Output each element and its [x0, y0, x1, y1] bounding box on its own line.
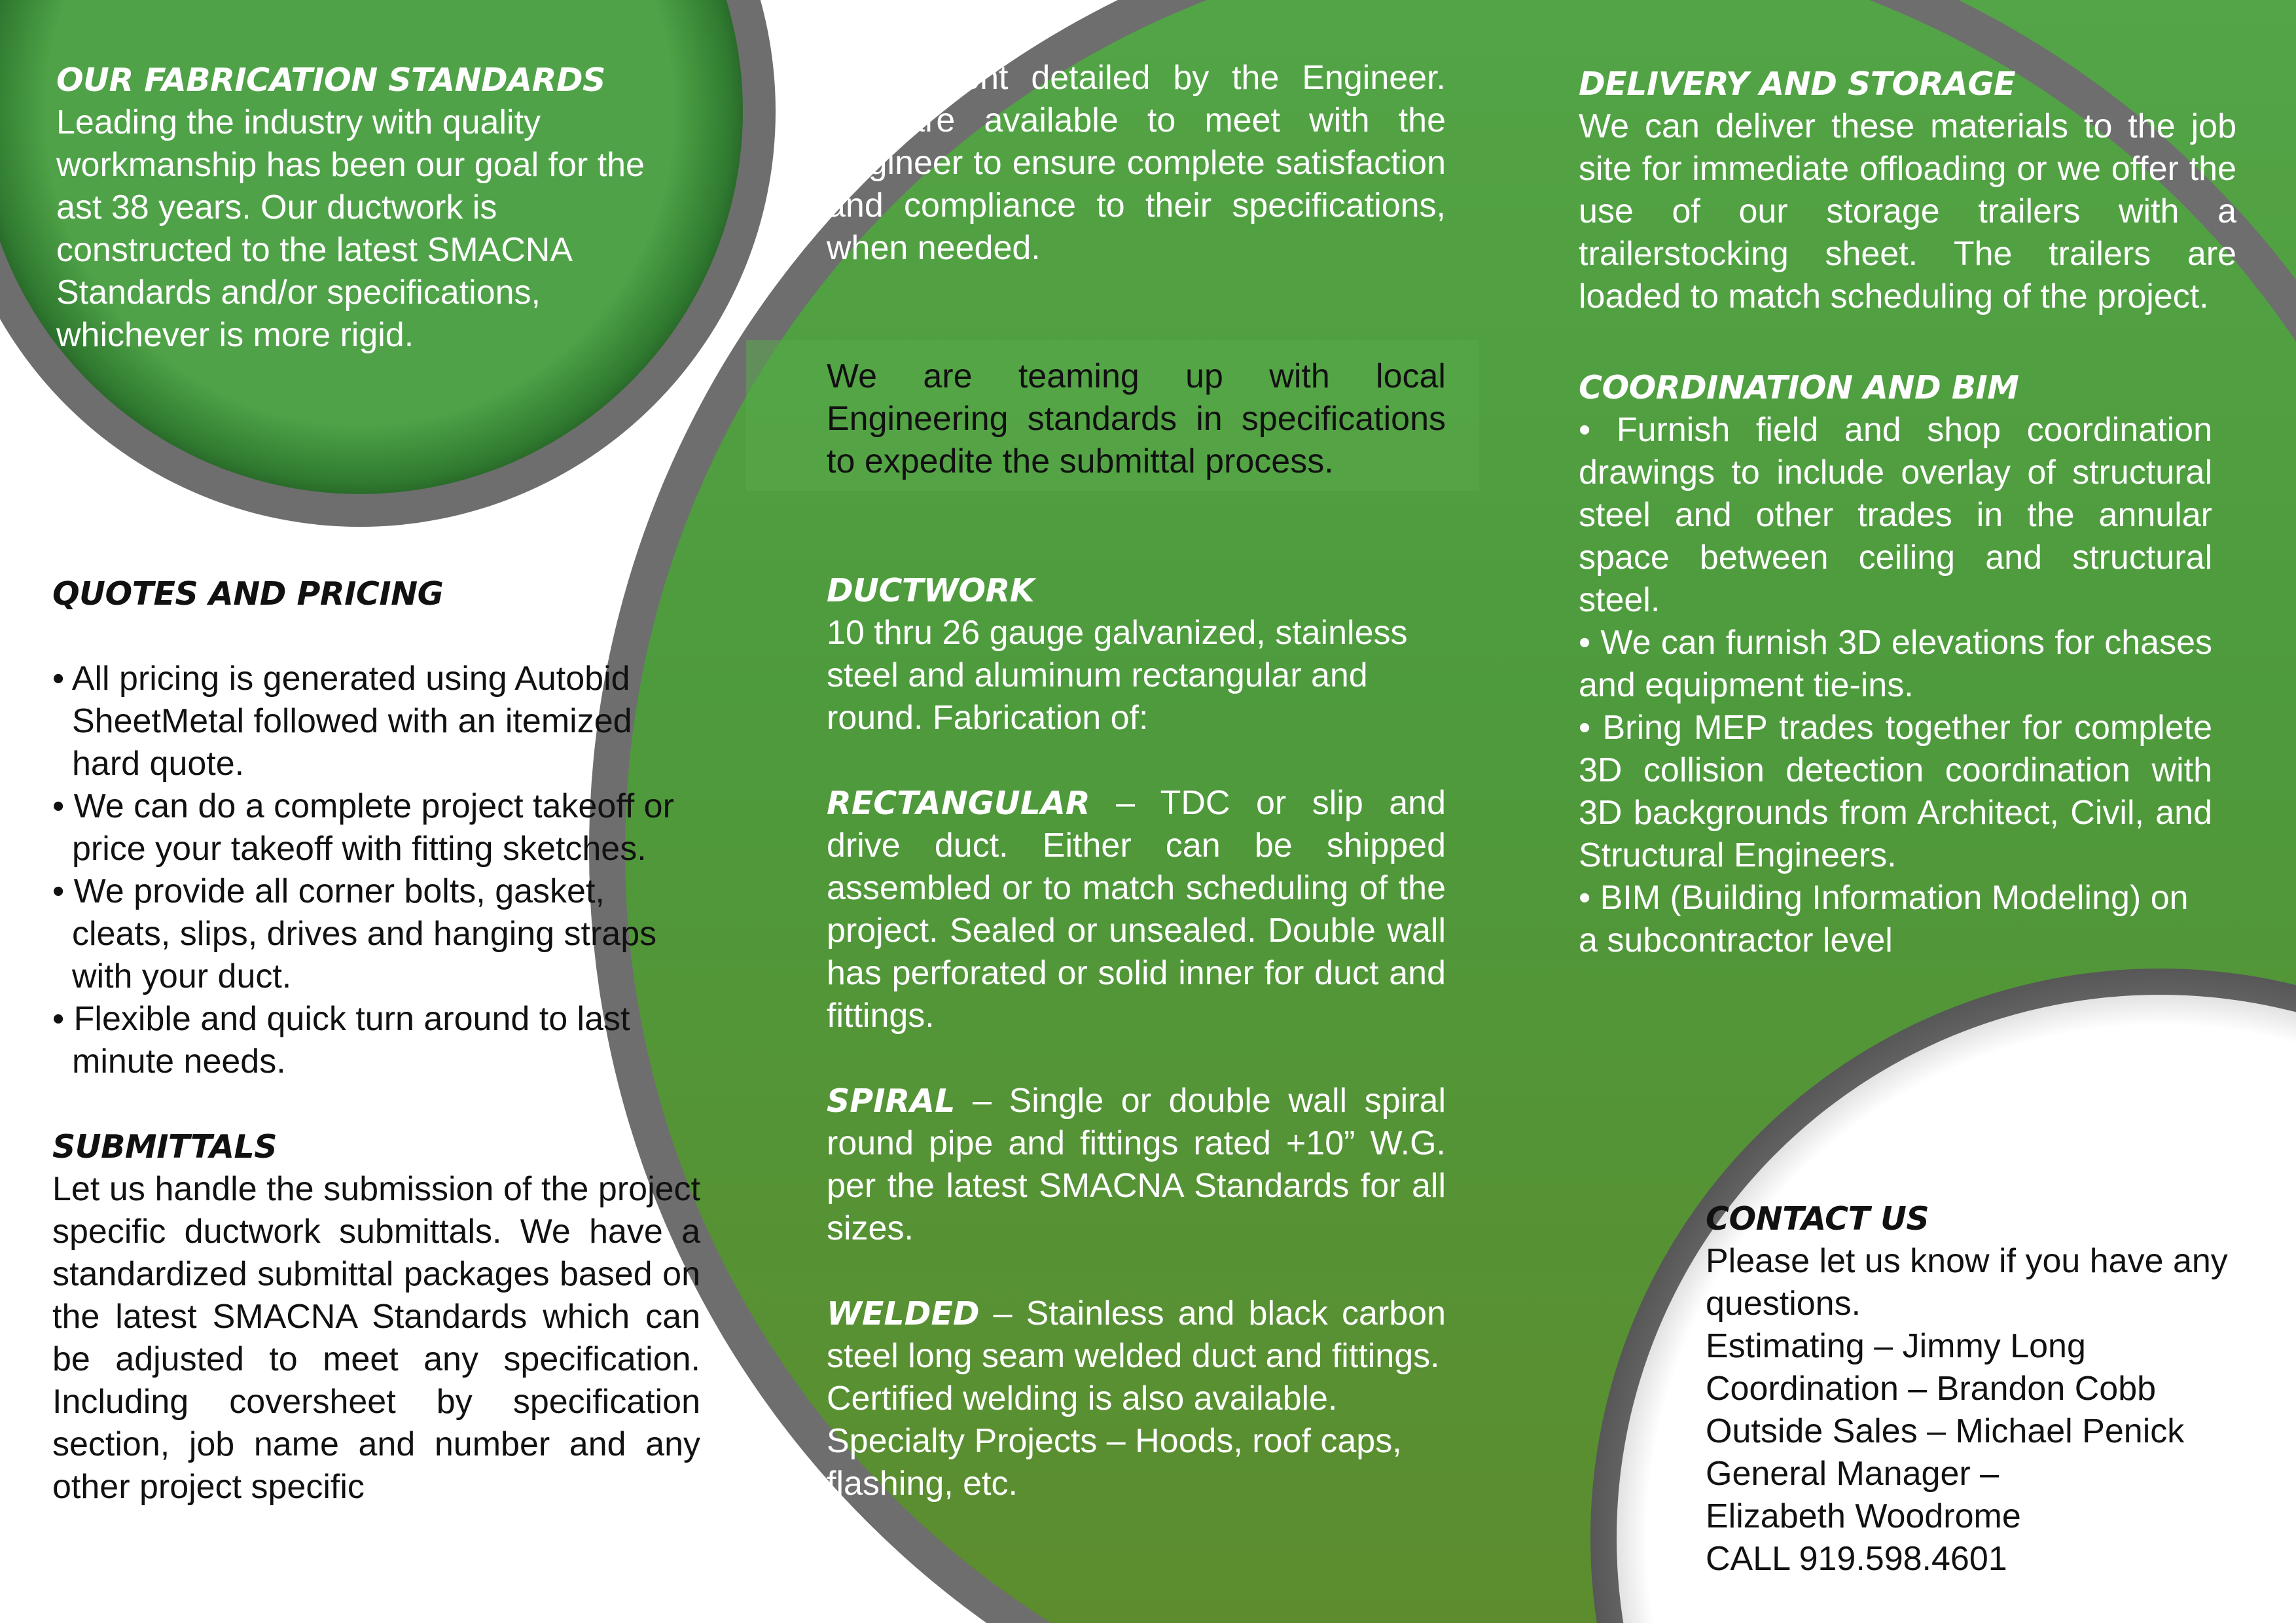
- contact-intro: Please let us know if you have any questions.: [1706, 1242, 2228, 1323]
- coordination-bullet-1: • Furnish field and shop coordination drawings to include overlay of structural steel and other trades in the annular space between ceiling and structural steel.: [1579, 411, 2212, 619]
- spiral-label: SPIRAL: [827, 1082, 956, 1120]
- submittals-title: SUBMITTALS: [52, 1128, 278, 1166]
- middle-continued-text: requirement detailed by the Engineer. We are available to meet with the Engineer to ensure complete satisfaction and compliance to their specifications, when needed.: [827, 59, 1446, 267]
- contact-title: CONTACT US: [1706, 1200, 1929, 1238]
- ductwork-title: DUCTWORK: [827, 572, 1035, 609]
- welded-body: – Stainless and black carbon steel long seam welded duct and fittings.: [827, 1294, 1446, 1375]
- submittals-body: Let us handle the submission of the project specific ductwork submittals. We have a standardized submittal packages based on the latest SMACNA Standards which can be adjusted to meet any specification. Including coversheet by specification section, job name and number and any other project specific: [52, 1170, 700, 1506]
- contact-outside-sales: Outside Sales – Michael Penick: [1706, 1412, 2185, 1450]
- fabrication-title: OUR FABRICATION STANDARDS: [56, 62, 605, 99]
- contact-coordination: Coordination – Brandon Cobb: [1706, 1370, 2157, 1408]
- submittals-section: [52, 1126, 700, 1508]
- coordination-bullet-4: • BIM (Building Information Modeling) on a subcontractor level: [1579, 879, 2189, 959]
- middle-continued: [827, 57, 1446, 270]
- rectangular-body: – TDC or slip and drive duct. Either can be shipped assembled or to match scheduling of the project. Sealed or unsealed. Double wall has perforated or solid inner for duct and fittings.: [827, 784, 1446, 1035]
- contact-estimating: Estimating – Jimmy Long: [1706, 1327, 2086, 1365]
- coordination-bullet-3: • Bring MEP trades together for complete 3D collision detection coordination with 3D backgrounds from Architect, Civil, and Structural Engineers.: [1579, 709, 2212, 874]
- quotes-section: [52, 573, 707, 1083]
- delivery-body: We can deliver these materials to the job site for immediate offloading or we offer the use of our storage trailers with a trailerstocking sheet. The trailers are loaded to match scheduling of the project.: [1579, 107, 2236, 315]
- quotes-bullet-4: • Flexible and quick turn around to last minute needs.: [52, 1000, 630, 1080]
- quotes-title: QUOTES AND PRICING: [52, 575, 444, 613]
- fabrication-body: Leading the industry with quality workmanship has been our goal for the ast 38 years. Our ductwork is constructed to the latest SMACNA Standards and/or specifications, whichever is more rigid.: [56, 103, 645, 354]
- spiral-body: – Single or double wall spiral round pipe and fittings rated +10” W.G. per the latest SMACNA Standards for all sizes.: [827, 1082, 1446, 1247]
- middle-teaming: [827, 355, 1446, 483]
- delivery-section: [1579, 63, 2236, 318]
- specialty-projects: Specialty Projects – Hoods, roof caps, flashing, etc.: [827, 1422, 1402, 1503]
- rectangular-label: RECTANGULAR: [827, 785, 1090, 822]
- contact-general-manager: General Manager – Elizabeth Woodrome: [1706, 1455, 2021, 1535]
- fabrication-section: [56, 59, 645, 357]
- spiral-paragraph: [827, 1080, 1446, 1250]
- ductwork-body: 10 thru 26 gauge galvanized, stainless steel and aluminum rectangular and round. Fabrication of:: [827, 614, 1408, 737]
- coordination-title: COORDINATION AND BIM: [1579, 369, 2019, 406]
- quotes-bullet-2: • We can do a complete project takeoff or price your takeoff with fitting sketches.: [52, 787, 674, 868]
- delivery-title: DELIVERY AND STORAGE: [1579, 65, 2016, 103]
- contact-phone[interactable]: CALL 919.598.4601: [1706, 1540, 2007, 1578]
- quotes-bullet-1: • All pricing is generated using Autobid SheetMetal followed with an itemized hard quote.: [52, 660, 632, 783]
- welded-label: WELDED: [827, 1295, 980, 1332]
- contact-section: [1706, 1198, 2269, 1580]
- ductwork-section: [827, 569, 1446, 1505]
- quotes-bullet-3: • We provide all corner bolts, gasket, cleats, slips, drives and hanging straps with your duct.: [52, 872, 657, 995]
- coordination-bullet-2: • We can furnish 3D elevations for chases and equipment tie-ins.: [1579, 624, 2212, 704]
- rectangular-paragraph: [827, 782, 1446, 1037]
- certified-welding: Certified welding is also available.: [827, 1380, 1338, 1418]
- coordination-section: [1579, 366, 2212, 962]
- middle-teaming-text: We are teaming up with local Engineering standards in specifications to expedite the submittal process.: [827, 357, 1446, 480]
- welded-paragraph: [827, 1293, 1446, 1378]
